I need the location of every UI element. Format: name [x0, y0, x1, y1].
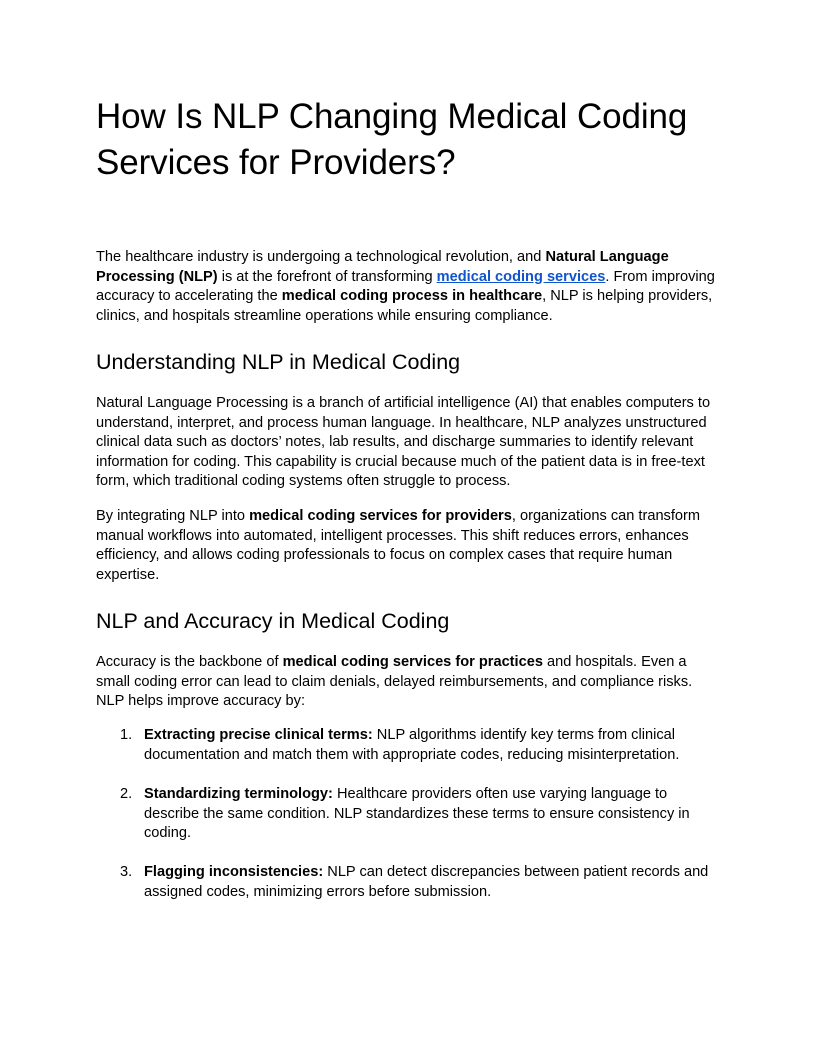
- list-item-bold: Flagging inconsistencies:: [144, 864, 324, 880]
- intro-bold-process: medical coding process in healthcare: [281, 288, 543, 305]
- list-item-body: NLP algorithms identify key terms from clinical documentation and match them with appropriate codes, reducing misinterpretation.: [144, 727, 680, 763]
- section1-p2-text-1: By integrating NLP into: [96, 508, 250, 524]
- list-item-body: NLP can detect discrepancies between patient records and assigned codes, minimizing errors before submission.: [144, 864, 709, 900]
- page-title: How Is NLP Changing Medical Coding Services for Providers?: [96, 97, 688, 182]
- section2-p1-bold: medical coding services for practices: [282, 654, 543, 670]
- list-item-number: 2.: [120, 786, 133, 802]
- section-heading-understanding-nlp: Understanding NLP in Medical Coding: [96, 350, 461, 374]
- intro-text-3: . From improving accuracy to accelerating the: [96, 268, 715, 305]
- section2-paragraph-1: [96, 653, 724, 712]
- intro-text-2: is at the forefront of transforming: [217, 268, 437, 285]
- section2-p1-text-1: Accuracy is the backbone of: [96, 654, 283, 670]
- intro-bold-nlp: Natural Language Processing (NLP): [96, 249, 669, 285]
- section2-p1-text-2: and hospitals. Even a small coding error can lead to claim denials, delayed reimbursements, and compliance risks. NLP helps improve accuracy by:: [96, 654, 693, 710]
- section1-p2-bold: medical coding services for providers: [249, 508, 512, 524]
- list-item-body: Healthcare providers often use varying language to describe the same condition. NLP standardizes these terms to ensure consistency in coding.: [144, 786, 690, 842]
- intro-text-4: , NLP is helping providers, clinics, and hospitals streamline operations while ensuring compliance.: [96, 288, 713, 324]
- list-item-number: 1.: [120, 727, 133, 743]
- list-item-bold: Standardizing terminology:: [144, 786, 333, 802]
- section1-paragraph-2: [96, 507, 724, 585]
- intro-text-1: The healthcare industry is undergoing a technological revolution, and: [96, 249, 546, 265]
- section1-paragraph-1: Natural Language Processing is a branch of artificial intelligence (AI) that enables computers to understand, interpret, and process human language. In healthcare, NLP analyzes unstructured clinical data such as doctors’ notes, lab results, and discharge summaries to identify relevant information for coding. This capability is crucial because much of the patient data is in free-text form, which traditional coding systems often struggle to process.: [96, 395, 711, 490]
- list-item-text: [144, 785, 726, 844]
- list-item-number: 3.: [120, 864, 133, 880]
- list-item-text: [144, 726, 726, 765]
- section-heading-accuracy: NLP and Accuracy in Medical Coding: [96, 609, 450, 633]
- medical-coding-services-link[interactable]: medical coding services: [436, 268, 606, 285]
- list-item-bold: Extracting precise clinical terms:: [144, 727, 373, 743]
- section1-p2-text-2: , organizations can transform manual workflows into automated, intelligent processes. This shift reduces errors, enhances efficiency, and allows coding professionals to focus on complex cases that require human expertise.: [96, 508, 701, 583]
- intro-paragraph: [96, 248, 724, 326]
- list-item-text: [144, 863, 726, 902]
